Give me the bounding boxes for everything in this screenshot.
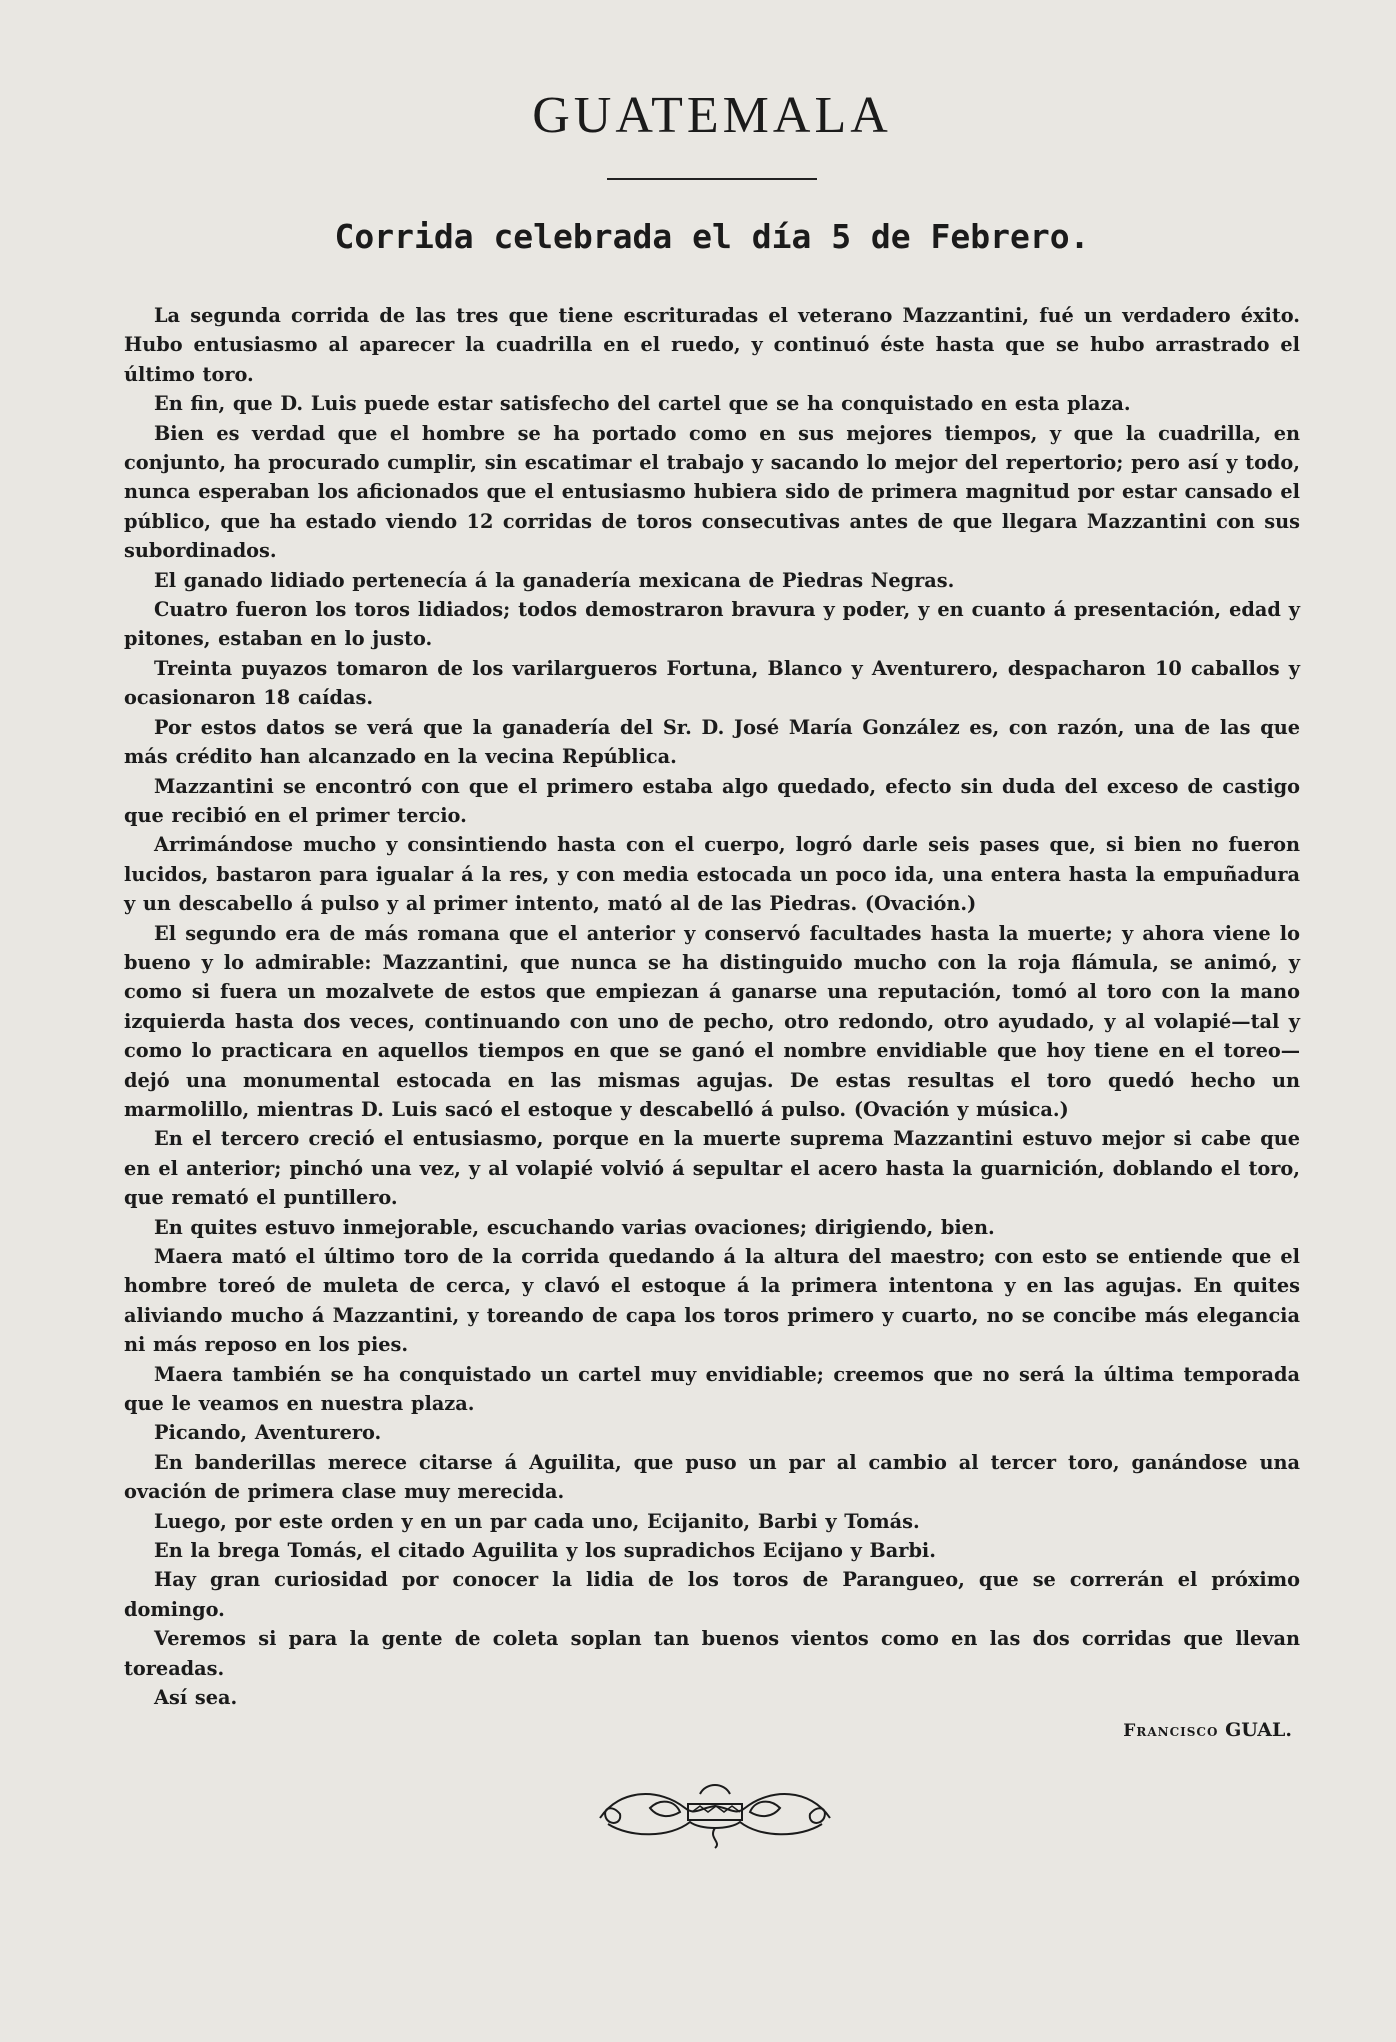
paragraph: Maera también se ha conquistado un cartel muy envidiable; creemos que no será la última temporada que le veamos en nuestra plaza. — [124, 1362, 1300, 1416]
page-title: GUATEMALA — [532, 87, 892, 144]
author-first-name: Francisco — [1123, 1720, 1219, 1741]
paragraph: Bien es verdad que el hombre se ha portado como en sus mejores tiempos, y que la cuadrilla, en conjunto, ha procurado cumplir, sin escatimar el trabajo y sacando lo mejor del repertorio; pero así y todo, nunca esperaban los aficionados que el entusiasmo hubiera sido de primera magnitud por estar cansado el público, que ha estado viendo 12 corridas de toros consecutivas antes de que llegara Mazzantini con sus subordinados. — [124, 421, 1300, 563]
paragraph: En el tercero creció el entusiasmo, porque en la muerte suprema Mazzantini estuvo mejor si cabe que en el anterior; pinchó una vez, y al volapié volvió á sepultar el acero hasta la guarnición, doblando el toro, que remató el puntillero. — [124, 1127, 1300, 1210]
article-body — [124, 301, 1300, 1713]
paragraph: En la brega Tomás, el citado Aguilita y los supradichos Ecijano y Barbi. — [154, 1539, 936, 1563]
paragraph: En fin, que D. Luis puede estar satisfecho del cartel que se ha conquistado en esta plaza. — [154, 392, 1131, 416]
author-signature — [124, 1719, 1292, 1741]
paragraph: El segundo era de más romana que el anterior y conservó facultades hasta la muerte; y ahora viene lo bueno y lo admirable: Mazzantini, que nunca se ha distinguido mucho con la roja flámula, se animó, y como si fuera un mozalvete de estos que empiezan á ganarse una reputación, tomó al toro con la mano izquierda hasta dos veces, continuando con uno de pecho, otro redondo, otro ayudado, y al volapié—tal y como lo practicara en aquellos tiempos en que se ganó el nombre envidiable que hoy tiene en el toreo—dejó una monumental estocada en las mismas agujas. De estas resultas el toro quedó hecho un marmolillo, mientras D. Luis sacó el estoque y descabelló á pulso. (Ovación y música.) — [124, 921, 1300, 1121]
article-subtitle: Corrida celebrada el día 5 de Febrero. — [334, 217, 1090, 256]
paragraph: En quites estuvo inmejorable, escuchando varias ovaciones; dirigiendo, bien. — [154, 1215, 995, 1239]
paragraph: Picando, Aventurero. — [154, 1421, 382, 1445]
paragraph: Por estos datos se verá que la ganadería del Sr. D. José María González es, con razón, una de las que más crédito han alcanzado en la vecina República. — [124, 715, 1300, 769]
paragraph: Hay gran curiosidad por conocer la lidia de los toros de Parangueo, que se correrán el próximo domingo. — [124, 1568, 1300, 1621]
paragraph: En banderillas merece citarse á Aguilita, que puso un par al cambio al tercer toro, ganándose una ovación de primera clase muy merecida. — [124, 1450, 1300, 1504]
paragraph: Mazzantini se encontró con que el primero estaba algo quedado, efecto sin duda del exceso de castigo que recibió en el primer tercio. — [124, 774, 1300, 827]
paragraph: Luego, por este orden y en un par cada uno, Ecijanito, Barbi y Tomás. — [154, 1509, 920, 1533]
title-divider — [607, 178, 817, 180]
paragraph: El ganado lidiado pertenecía á la ganadería mexicana de Piedras Negras. — [154, 568, 955, 592]
paragraph: La segunda corrida de las tres que tiene escrituradas el veterano Mazzantini, fué un verdadero éxito. Hubo entusiasmo al aparecer la cuadrilla en el ruedo, y continuó éste hasta que se hubo arrastrado el último toro. — [124, 304, 1300, 386]
paragraph: Cuatro fueron los toros lidiados; todos demostraron bravura y poder, y en cuanto á presentación, edad y pitones, estaban en lo justo. — [124, 598, 1300, 651]
author-last-name: GUAL. — [1225, 1718, 1292, 1741]
paragraph: Arrimándose mucho y consintiendo hasta con el cuerpo, logró darle seis pases que, si bien no fueron lucidos, bastaron para igualar á la res, y con media estocada un poco ida, una entera hasta la empuñadura y un descabello á pulso y al primer intento, mató al de las Piedras. (Ovación.) — [124, 833, 1300, 916]
paragraph: Así sea. — [154, 1686, 238, 1710]
paragraph: Treinta puyazos tomaron de los varilargueros Fortuna, Blanco y Aventurero, despacharon 10 caballos y ocasionaron 18 caídas. — [124, 656, 1300, 710]
ornament-flourish-icon — [590, 1768, 840, 1850]
paragraph: Maera mató el último toro de la corrida quedando á la altura del maestro; con esto se entiende que el hombre toreó de muleta de cerca, y clavó el estoque á la primera intentona y en las agujas. En quites aliviando mucho á Mazzantini, y toreando de capa los toros primero y cuarto, no se concibe más elegancia ni más reposo en los pies. — [124, 1245, 1300, 1357]
paragraph: Veremos si para la gente de coleta soplan tan buenos vientos como en las dos corridas que llevan toreadas. — [124, 1627, 1300, 1680]
